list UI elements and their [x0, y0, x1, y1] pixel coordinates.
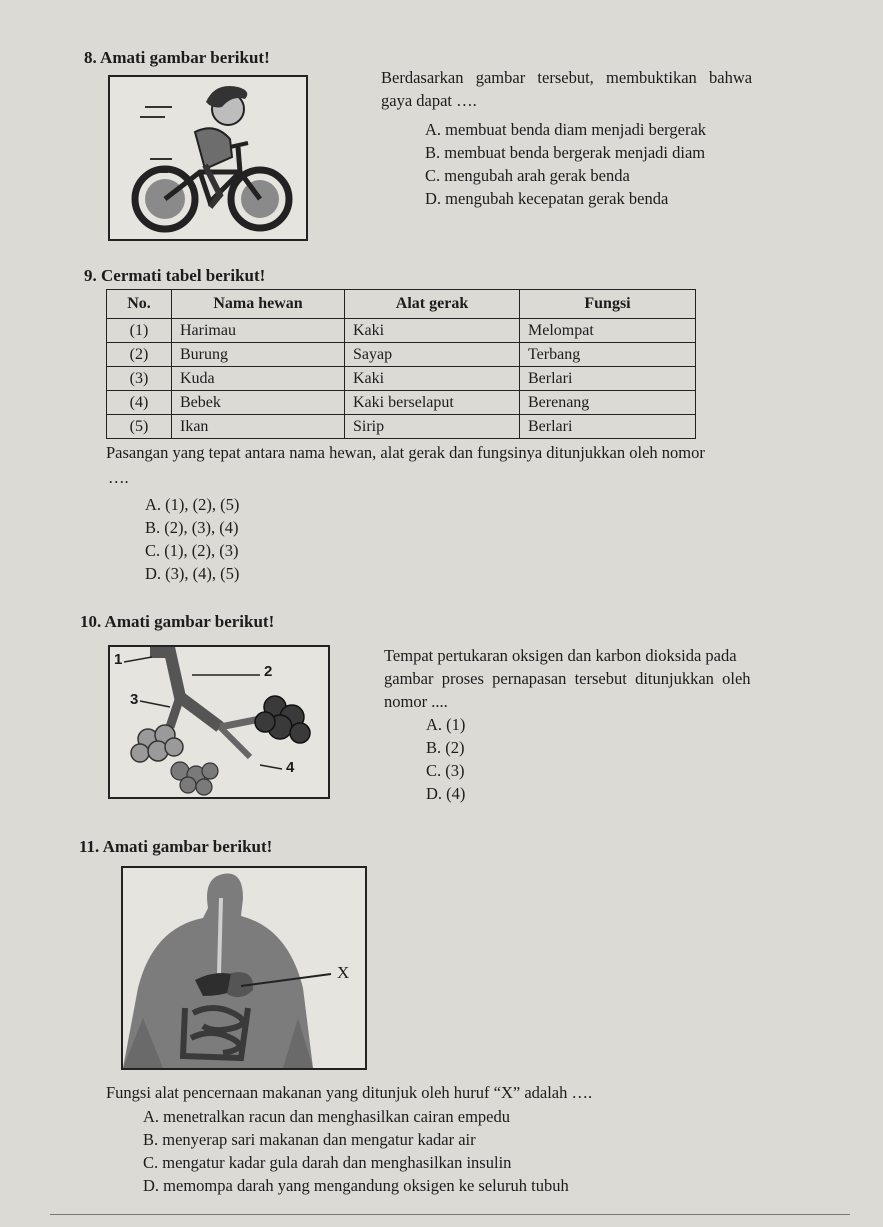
table-cell: Berlari [520, 415, 696, 439]
q10-stem-line1: Tempat pertukaran oksigen dan karbon dioksida pada [384, 646, 737, 665]
table-cell: Kaki berselaput [345, 391, 520, 415]
q11-option-c[interactable]: C. mengatur kadar gula darah dan menghasilkan insulin [143, 1153, 512, 1172]
q10-stem [384, 644, 751, 713]
bottom-divider [50, 1214, 850, 1215]
label-x: X [337, 963, 350, 982]
q9-option-d[interactable]: D. (3), (4), (5) [145, 564, 240, 583]
q10-stem-line3: nomor .... [384, 692, 448, 711]
table-row [107, 391, 696, 415]
q8-heading: 8. Amati gambar berikut! [84, 48, 270, 67]
label-1: 1 [114, 651, 123, 668]
q9-option-b[interactable]: B. (2), (3), (4) [145, 518, 239, 537]
table-cell: (3) [107, 367, 172, 391]
q10-respiratory-illustration [108, 645, 330, 799]
q9-option-a[interactable]: A. (1), (2), (5) [145, 495, 240, 514]
q9-option-c[interactable]: C. (1), (2), (3) [145, 541, 239, 560]
animal-table [106, 289, 696, 439]
table-header-organ: Alat gerak [345, 290, 520, 319]
q10-option-c[interactable]: C. (3) [426, 761, 465, 780]
digestive-system-image [123, 868, 365, 1068]
q10-option-b[interactable]: B. (2) [426, 738, 465, 757]
lungs-image [110, 647, 328, 797]
table-cell: Burung [172, 343, 345, 367]
q8-cyclist-illustration [108, 75, 308, 241]
q9-options [145, 493, 239, 585]
label-4: 4 [286, 759, 295, 776]
table-header-function: Fungsi [520, 290, 696, 319]
table-cell: Melompat [520, 319, 696, 343]
table-header-row [107, 290, 696, 319]
q8-option-d[interactable]: D. mengubah kecepatan gerak benda [425, 189, 669, 208]
table-cell: Kaki [345, 319, 520, 343]
q8-stem-line1: Berdasarkan gambar tersebut, membuktikan bahwa [381, 68, 753, 87]
q9-heading: 9. Cermati tabel berikut! [84, 266, 266, 285]
table-row [107, 415, 696, 439]
q11-option-d[interactable]: D. memompa darah yang mengandung oksigen ke seluruh tubuh [143, 1176, 569, 1195]
table-cell: (5) [107, 415, 172, 439]
table-cell: Sirip [345, 415, 520, 439]
q8-options [425, 118, 706, 210]
q10-stem-line2: gambar proses pernapasan tersebut ditunjukkan oleh [384, 669, 751, 688]
table-cell: Terbang [520, 343, 696, 367]
table-cell: Kuda [172, 367, 345, 391]
table-cell: Harimau [172, 319, 345, 343]
q10-option-d[interactable]: D. (4) [426, 784, 466, 803]
q9-stem: Pasangan yang tepat antara nama hewan, alat gerak dan fungsinya ditunjukkan oleh nomor [106, 443, 705, 462]
q10-heading: 10. Amati gambar berikut! [80, 612, 275, 631]
q9-ellipsis: …. [108, 468, 129, 487]
table-cell: Ikan [172, 415, 345, 439]
table-header-animal: Nama hewan [172, 290, 345, 319]
table-cell: Berenang [520, 391, 696, 415]
q11-digestive-illustration [121, 866, 367, 1070]
table-cell: Sayap [345, 343, 520, 367]
q8-option-a[interactable]: A. membuat benda diam menjadi bergerak [425, 120, 707, 139]
q10-option-a[interactable]: A. (1) [426, 715, 466, 734]
cyclist-image [110, 77, 306, 239]
table-cell: Kaki [345, 367, 520, 391]
q11-stem: Fungsi alat pencernaan makanan yang ditunjuk oleh huruf “X” adalah …. [106, 1083, 593, 1102]
q11-option-a[interactable]: A. menetralkan racun dan menghasilkan cairan empedu [143, 1107, 510, 1126]
q8-option-b[interactable]: B. membuat benda bergerak menjadi diam [425, 143, 706, 162]
q8-stem-line2: gaya dapat …. [381, 91, 477, 110]
label-2: 2 [264, 663, 273, 680]
table-row [107, 343, 696, 367]
q11-heading: 11. Amati gambar berikut! [79, 837, 273, 856]
label-3: 3 [130, 691, 139, 708]
q8-option-c[interactable]: C. mengubah arah gerak benda [425, 166, 630, 185]
table-cell: Bebek [172, 391, 345, 415]
q10-options [426, 713, 465, 805]
table-cell: Berlari [520, 367, 696, 391]
table-cell: (4) [107, 391, 172, 415]
table-cell: (1) [107, 319, 172, 343]
q11-option-b[interactable]: B. menyerap sari makanan dan mengatur kadar air [143, 1130, 476, 1149]
q8-stem [381, 66, 752, 112]
table-header-no: No. [107, 290, 172, 319]
table-row [107, 367, 696, 391]
q11-options [143, 1105, 569, 1197]
table-cell: (2) [107, 343, 172, 367]
table-row [107, 319, 696, 343]
